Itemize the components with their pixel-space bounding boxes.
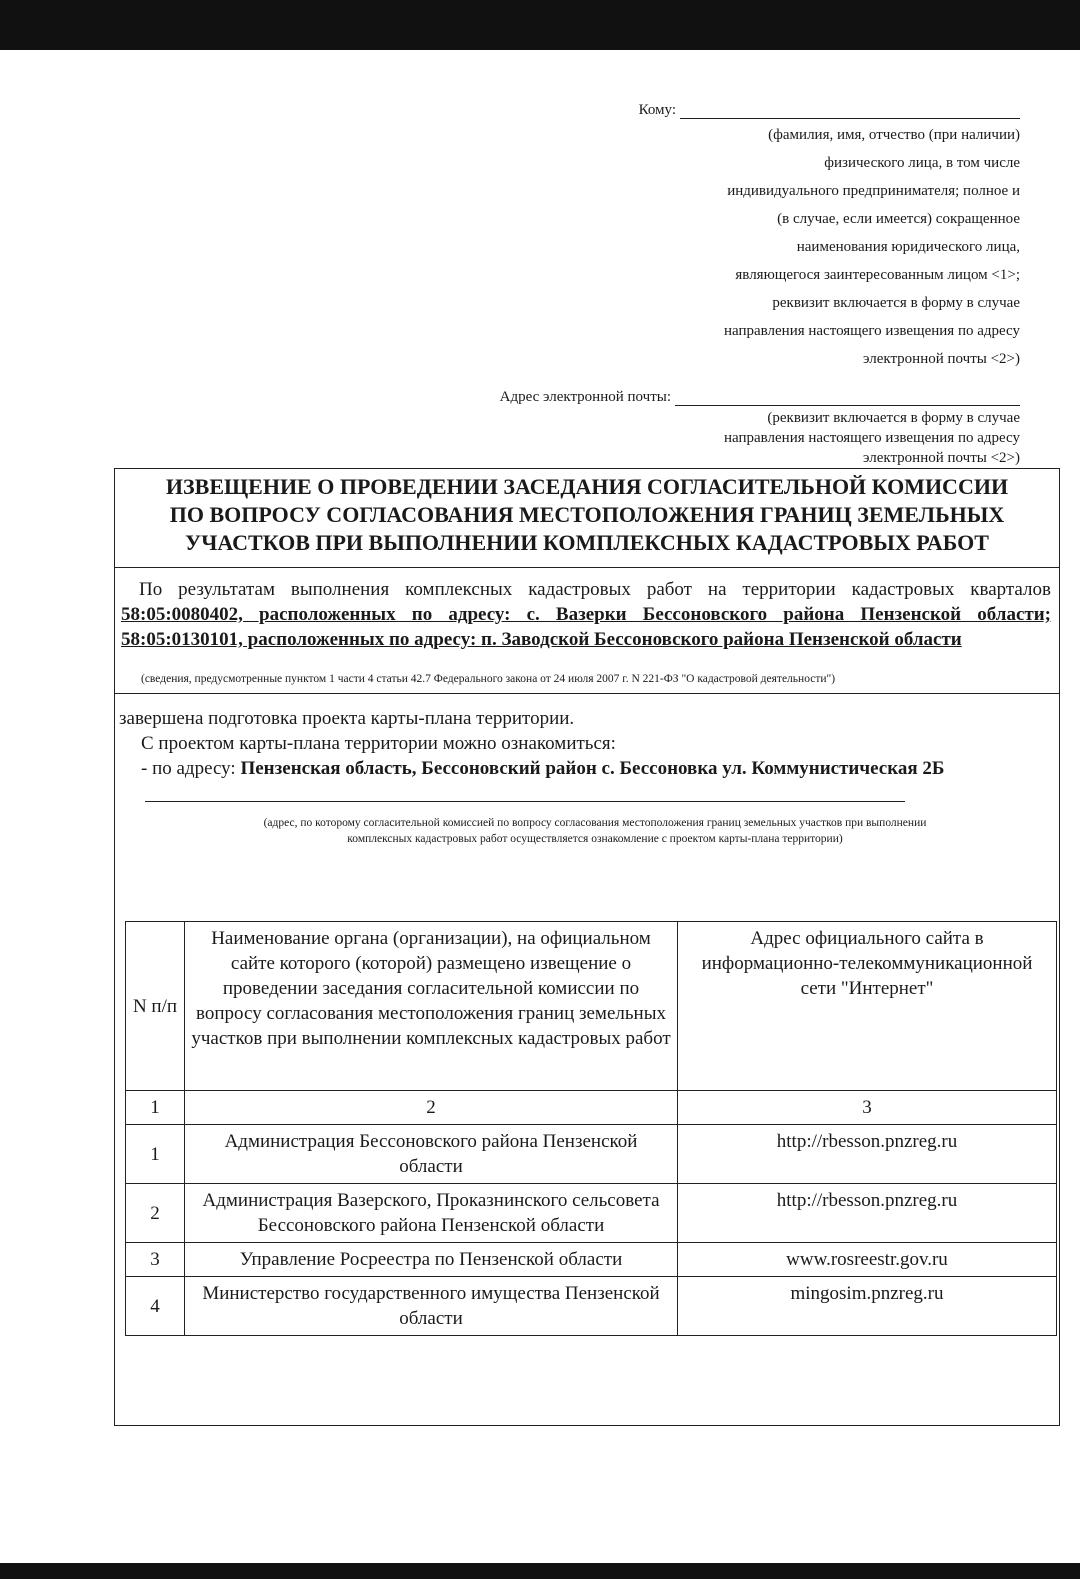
numbering-cell: 1 [126, 1091, 185, 1125]
komu-hint-line: реквизит включается в форму в случае [772, 295, 1020, 311]
row-organization: Министерство государственного имущества Пензенской области [185, 1277, 678, 1336]
intro-text: По результатам выполнения комплексных кадастровых работ на территории кадастровых кварталов [139, 579, 1051, 600]
review-address: Пензенская область, Бессоновский район с. Бессоновка ул. Коммунистическая 2Б [240, 758, 945, 779]
komu-row [470, 100, 1020, 119]
email-label: Адрес электронной почты: [499, 389, 671, 405]
review-text: С проектом карты-плана территории можно ознакомиться: [141, 733, 616, 754]
title-line: ИЗВЕЩЕНИЕ О ПРОВЕДЕНИИ ЗАСЕДАНИЯ СОГЛАСИТЕЛЬНОЙ КОМИССИИ [165, 474, 1009, 499]
bottom-scan-border [0, 1563, 1080, 1579]
title-line: УЧАСТКОВ ПРИ ВЫПОЛНЕНИИ КОМПЛЕКСНЫХ КАДАСТРОВЫХ РАБОТ [185, 530, 989, 555]
email-hint [470, 408, 1020, 468]
top-scan-border [0, 0, 1080, 50]
addressee-block [470, 100, 1020, 468]
header-website: Адрес официального сайта в информационно-телекоммуникационной сети "Интернет" [678, 922, 1057, 1091]
address-underline [145, 801, 905, 802]
address-line [119, 756, 1055, 781]
email-row [470, 387, 1020, 406]
komu-hint-line: (в случае, если имеется) сокращенное [777, 211, 1020, 227]
table-header-row [126, 922, 1057, 1091]
row-website: mingosim.pnzreg.ru [678, 1277, 1057, 1336]
header-number: N п/п [126, 922, 185, 1091]
komu-hint-line: направления настоящего извещения по адресу [723, 323, 1020, 339]
notice-frame [114, 468, 1060, 1426]
row-number: 4 [126, 1277, 185, 1336]
table-row [126, 1125, 1057, 1184]
row-website: http://rbesson.pnzreg.ru [678, 1125, 1057, 1184]
title-line: ПО ВОПРОСУ СОГЛАСОВАНИЯ МЕСТОПОЛОЖЕНИЯ ГРАНИЦ ЗЕМЕЛЬНЫХ [169, 502, 1005, 527]
cadastral-quarters: 58:05:0080402, расположенных по адресу: с. Вазерки Бессоновского района Пензенской области; 58:05:0130101, расположенных по адресу: п. Заводской Бессоновского района Пензенской области [121, 604, 1051, 650]
table-row [126, 1243, 1057, 1277]
row-organization: Управление Росреестра по Пензенской области [185, 1243, 678, 1277]
email-hint-line: электронной почты <2>) [863, 450, 1020, 466]
address-note: (адрес, по которому согласительной комиссией по вопросу согласования местоположения границ земельных участков при выполнении комплексных кадастровых работ осуществляется ознакомление с проектом карты-плана территории) [263, 817, 927, 845]
komu-blank-line [680, 100, 1020, 119]
row-website: http://rbesson.pnzreg.ru [678, 1184, 1057, 1243]
intro-paragraph [115, 577, 1051, 652]
row-number: 1 [126, 1125, 185, 1184]
completed-text: завершена подготовка проекта карты-плана территории. [119, 708, 575, 729]
table-row [126, 1184, 1057, 1243]
email-blank-line [675, 387, 1020, 406]
row-website: www.rosreestr.gov.ru [678, 1243, 1057, 1277]
table-row [126, 1277, 1057, 1336]
numbering-cell: 3 [678, 1091, 1057, 1125]
numbering-cell: 2 [185, 1091, 678, 1125]
row-organization: Администрация Бессоновского района Пензенской области [185, 1125, 678, 1184]
notice-title [115, 473, 1059, 557]
source-note: (сведения, предусмотренные пунктом 1 части 4 статьи 42.7 Федерального закона от 24 июля 2007 г. N 221-ФЗ "О кадастровой деятельности") [141, 673, 836, 685]
komu-label: Кому: [638, 102, 676, 118]
row-number: 2 [126, 1184, 185, 1243]
komu-hint-line: (фамилия, имя, отчество (при наличии) [768, 127, 1020, 143]
header-organization: Наименование органа (организации), на официальном сайте которого (которой) размещено извещение о проведении заседания согласительной комиссии по вопросу согласования местоположения границ земельных участков при выполнении комплексных кадастровых работ [185, 922, 678, 1091]
email-hint-line: (реквизит включается в форму в случае [767, 410, 1020, 426]
komu-hint-line: являющегося заинтересованным лицом <1>; [735, 267, 1020, 283]
sites-table [125, 921, 1057, 1336]
table-numbering-row [126, 1091, 1057, 1125]
komu-hint-line: электронной почты <2>) [863, 351, 1020, 367]
review-paragraph [119, 706, 1055, 781]
row-organization: Администрация Вазерского, Проказнинского сельсовета Бессоновского района Пензенской области [185, 1184, 678, 1243]
intro-divider [115, 693, 1059, 694]
row-number: 3 [126, 1243, 185, 1277]
komu-hint-line: физического лица, в том числе [824, 155, 1020, 171]
komu-hint-line: наименования юридического лица, [796, 239, 1020, 255]
komu-hint [470, 121, 1020, 373]
address-prefix: - по адресу: [141, 758, 236, 779]
komu-hint-line: индивидуального предпринимателя; полное и [727, 183, 1020, 199]
email-hint-line: направления настоящего извещения по адресу [723, 430, 1020, 446]
title-divider [115, 567, 1059, 568]
